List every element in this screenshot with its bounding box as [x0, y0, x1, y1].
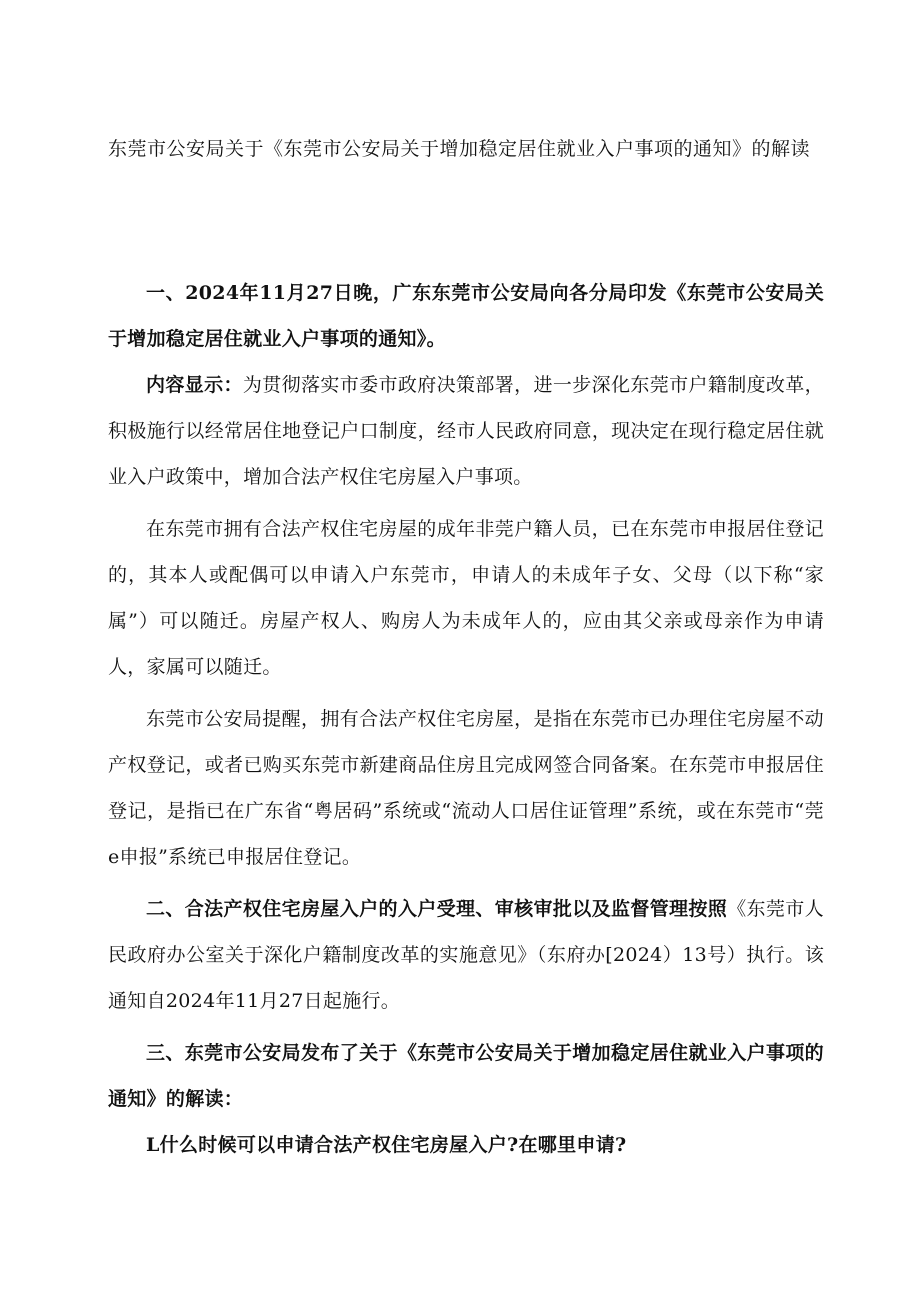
content-label: 内容显示： [146, 374, 243, 396]
section-2-text: 《东莞市人民政府办公室关于深化户籍制度改革的实施意见》（东府办[2024）13号）执行。该通知自2024年11月27日起施行。 [108, 898, 824, 1012]
document-title: 东莞市公安局关于《东莞市公安局关于增加稳定居住就业入户事项的通知》的解读 [108, 138, 811, 160]
section-3-heading: 三、东莞市公安局发布了关于《东莞市公安局关于增加稳定居住就业入户事项的通知》的解读： [108, 1042, 824, 1110]
question-1: L什么时候可以申请合法产权住宅房屋入户?在哪里申请? [146, 1134, 627, 1156]
paragraph-reminder: 东莞市公安局提醒，拥有合法产权住宅房屋，是指在东莞市已办理住宅房屋不动产权登记，或者已购买东莞市新建商品住房且完成网签合同备案。在东莞市申报居住登记，是指已在广东省“粤居码”系统或“流动人口居住证管理”系统，或在东莞市“莞e申报”系统已申报居住登记。 [108, 708, 824, 868]
section-2-heading: 二、合法产权住宅房屋入户的入户受理、审核审批以及监督管理按照 [146, 898, 728, 920]
section-2-paragraph [108, 886, 824, 1024]
paragraph-eligibility: 在东莞市拥有合法产权住宅房屋的成年非莞户籍人员，已在东莞市申报居住登记的，其本人或配偶可以申请入户东莞市，申请人的未成年子女、父母（以下称“家属”）可以随迁。房屋产权人、购房人为未成年人的，应由其父亲或母亲作为申请人，家属可以随迁。 [108, 518, 824, 678]
content-text: 为贯彻落实市委市政府决策部署，进一步深化东莞市户籍制度改革，积极施行以经常居住地登记户口制度，经市人民政府同意，现决定在现行稳定居住就业入户政策中，增加合法产权住宅房屋入户事项。 [108, 374, 824, 488]
content-paragraph [108, 362, 824, 500]
section-1-heading: 一、2024年11月27日晚，广东东莞市公安局向各分局印发《东莞市公安局关于增加稳定居住就业入户事项的通知》。 [108, 282, 824, 350]
